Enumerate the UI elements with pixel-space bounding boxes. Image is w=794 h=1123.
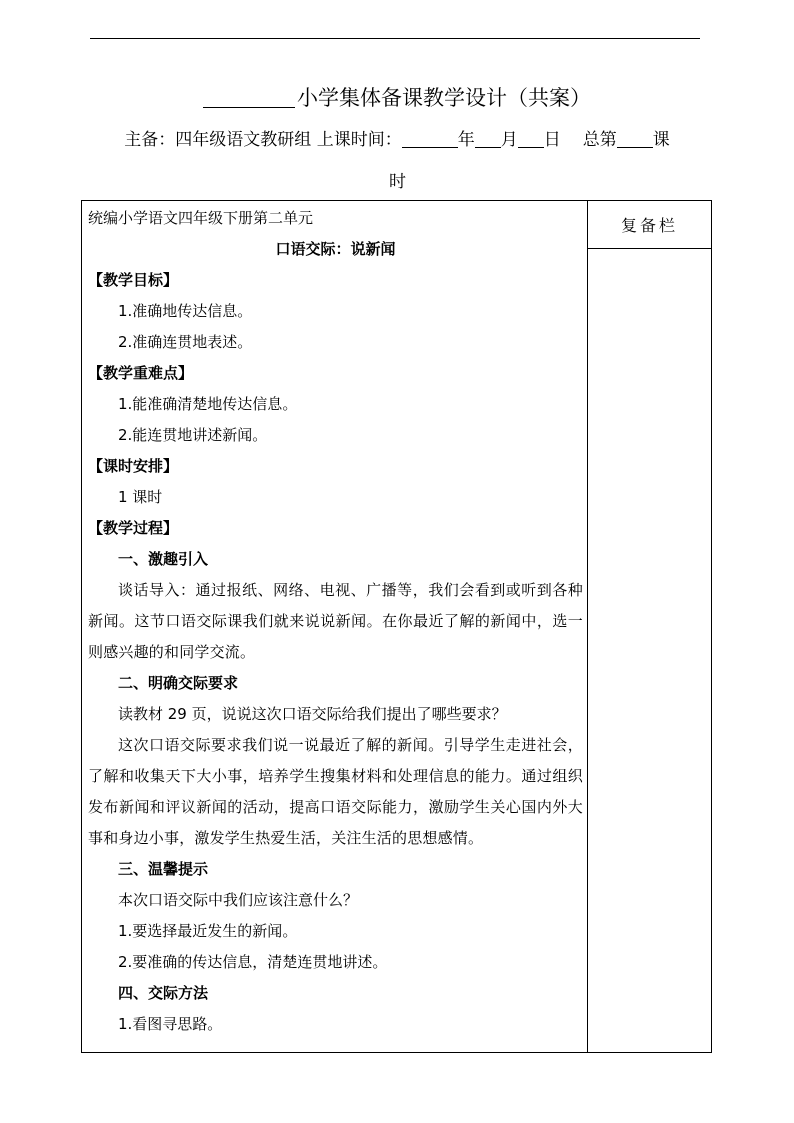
step4-title: 四、交际方法 bbox=[118, 984, 209, 1002]
goal-item: 1.准确地传达信息。 bbox=[118, 302, 253, 320]
review-column-heading: 复备栏 bbox=[620, 216, 678, 235]
section-goals-heading: 【教学目标】 bbox=[88, 271, 179, 289]
header-rule bbox=[90, 38, 700, 39]
column-divider bbox=[587, 200, 588, 1053]
step1-text: 谈话导入：通过报纸、网络、电视、广播等，我们会看到或听到各种新闻。这节口语交际课我们就来说说新闻。在你最近了解的新闻中，选一则感兴趣的和同学交流。 bbox=[88, 581, 583, 661]
tip-item: 2.要准确的传达信息，清楚连贯地讲述。 bbox=[118, 953, 388, 971]
section-process-heading: 【教学过程】 bbox=[88, 519, 179, 537]
time-value: 1 课时 bbox=[118, 488, 163, 506]
lesson-title: 口语交际：说新闻 bbox=[275, 240, 396, 258]
document-title-text: 小学集体备课教学设计（共案） bbox=[297, 86, 591, 110]
step3-title: 三、温馨提示 bbox=[118, 860, 209, 878]
meta-day: 日 bbox=[543, 130, 561, 150]
meta-month: 月 bbox=[500, 130, 518, 150]
step1-title: 一、激趣引入 bbox=[118, 550, 209, 568]
step2-text: 这次口语交际要求我们说一说最近了解的新闻。引导学生走进社会，了解和收集天下大小事，培养学生搜集材料和处理信息的能力。通过组织发布新闻和评议新闻的活动，提高口语交际能力，激励学生关心国内外大事和身边小事，激发学生热爱生活，关注生活的思想感情。 bbox=[88, 736, 583, 847]
lesson-meta-line bbox=[0, 128, 794, 152]
meta-prefix: 主备：四年级语文教研组 上课时间： bbox=[124, 130, 402, 150]
meta-tail: 时 bbox=[389, 172, 406, 192]
lesson-count-blank[interactable] bbox=[617, 129, 653, 148]
month-blank[interactable] bbox=[475, 129, 501, 148]
goal-item: 2.准确连贯地表述。 bbox=[118, 333, 253, 351]
key-point-item: 1.能准确清楚地传达信息。 bbox=[118, 395, 298, 413]
day-blank[interactable] bbox=[518, 129, 544, 148]
step2-title: 二、明确交际要求 bbox=[118, 674, 239, 692]
unit-line: 统编小学语文四年级下册第二单元 bbox=[88, 209, 314, 227]
year-blank[interactable] bbox=[402, 129, 458, 148]
method-item: 1.看图寻思路。 bbox=[118, 1015, 223, 1033]
tip-item: 1.要选择最近发生的新闻。 bbox=[118, 922, 298, 940]
lesson-content bbox=[88, 203, 583, 1040]
step3-text: 本次口语交际中我们应该注意什么？ bbox=[118, 891, 359, 909]
document-title bbox=[0, 84, 794, 112]
step2-question: 读教材 29 页，说说这次口语交际给我们提出了哪些要求？ bbox=[118, 705, 507, 723]
school-name-blank[interactable] bbox=[203, 87, 295, 108]
section-key-points-heading: 【教学重难点】 bbox=[88, 364, 194, 382]
meta-year: 年 bbox=[457, 130, 475, 150]
section-time-heading: 【课时安排】 bbox=[88, 457, 179, 475]
key-point-item: 2.能连贯地讲述新闻。 bbox=[118, 426, 268, 444]
meta-lesson: 课 bbox=[652, 130, 670, 150]
meta-total: 总第 bbox=[582, 130, 617, 150]
side-header-divider bbox=[587, 248, 712, 249]
